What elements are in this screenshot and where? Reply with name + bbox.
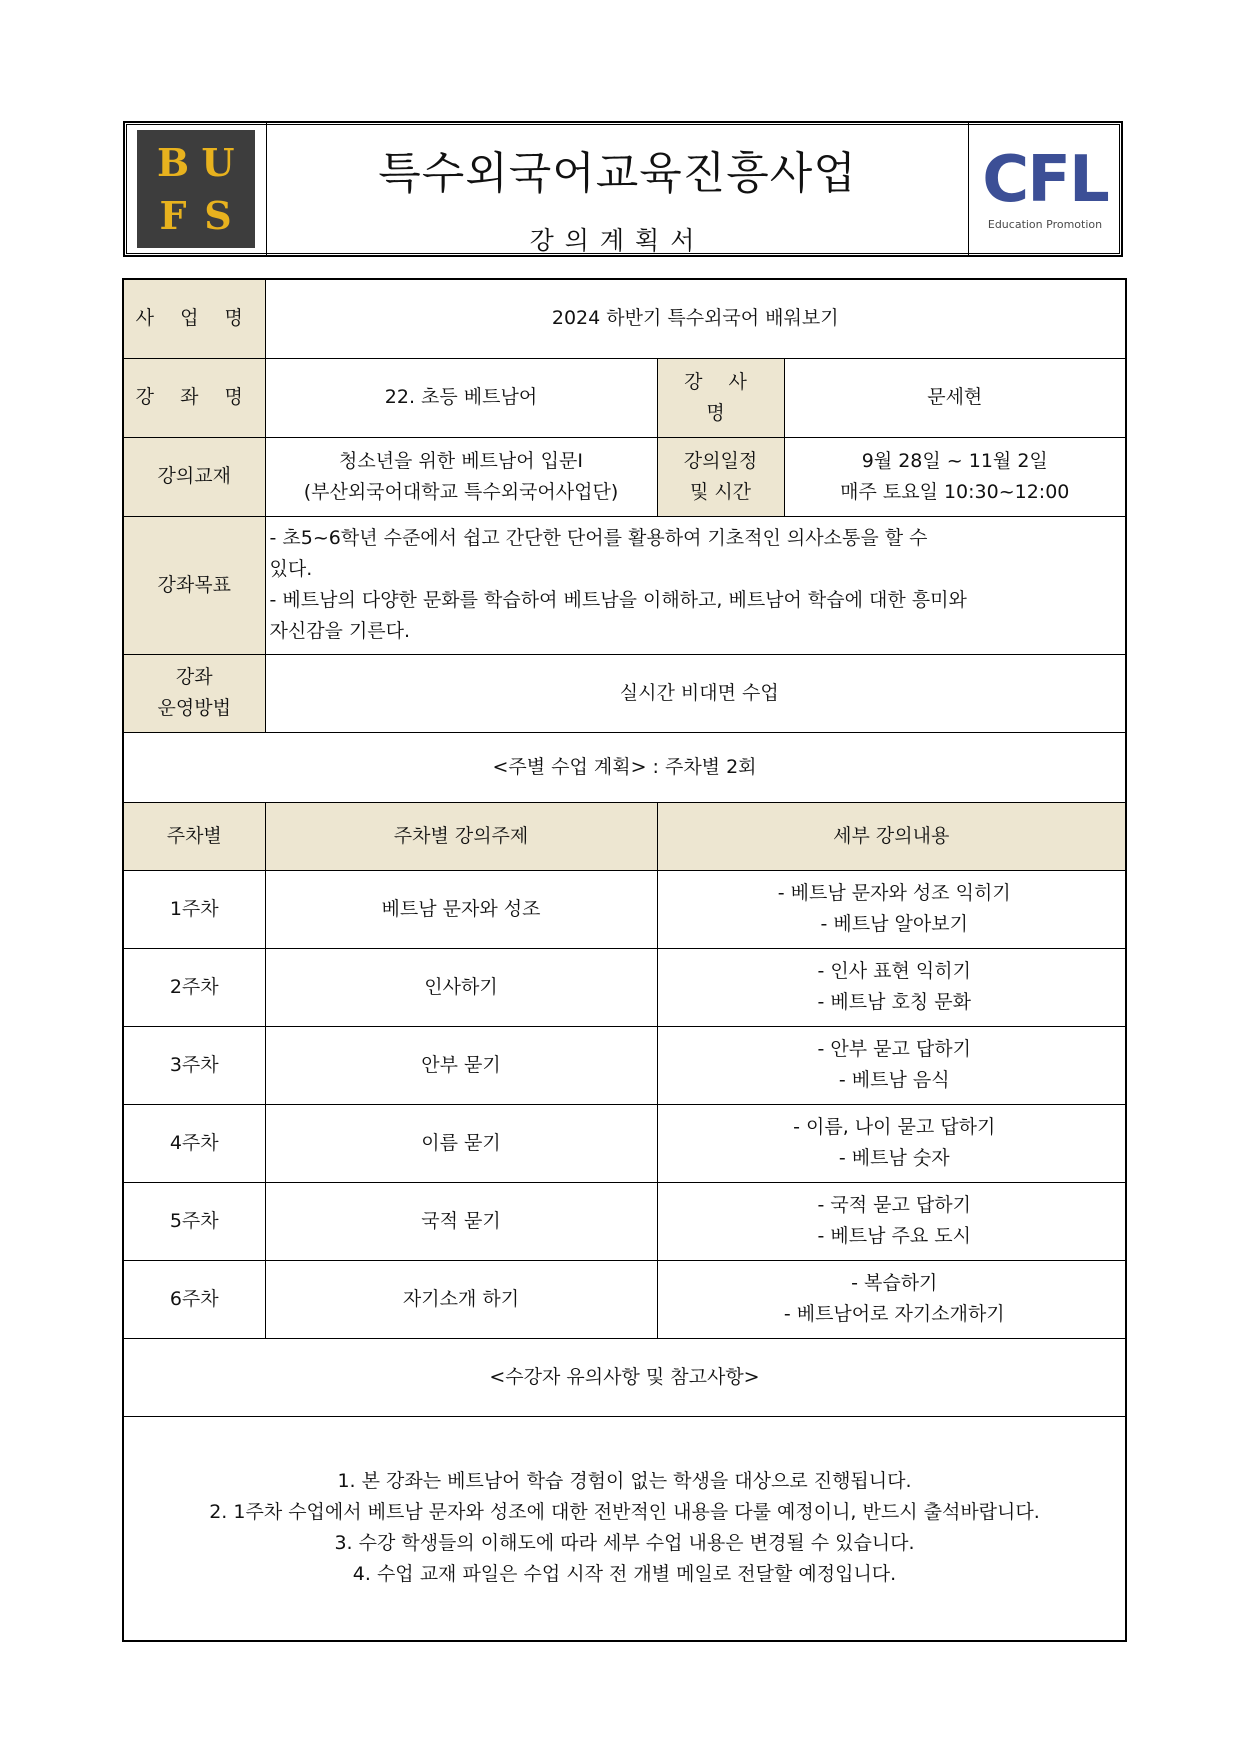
schedule-value	[784, 437, 1126, 516]
project-label: 사 업 명	[123, 279, 265, 358]
week-cell: 1주차	[123, 870, 265, 948]
table-row	[123, 1026, 1126, 1104]
document-header	[123, 121, 1123, 257]
detail-line: - 베트남 음식	[838, 1069, 950, 1091]
detail-line: - 이름, 나이 묻고 답하기	[793, 1116, 996, 1138]
detail-line: - 베트남 호칭 문화	[817, 991, 971, 1013]
notice-title-row	[123, 1338, 1126, 1416]
goal-line: - 초5~6학년 수준에서 쉽고 간단한 단어를 활용하여 기초적인 의사소통을 할 수	[269, 527, 928, 549]
schedule-label	[657, 437, 784, 516]
topic-cell: 자기소개 하기	[265, 1260, 657, 1338]
detail-line: - 안부 묻고 답하기	[817, 1038, 971, 1060]
notice-item: 3. 수강 학생들의 이해도에 따라 세부 수업 내용은 변경될 수 있습니다.	[334, 1532, 915, 1555]
weekly-section-title: <주별 수업 계획> : 주차별 2회	[123, 732, 1126, 802]
bufs-logo	[137, 130, 255, 248]
col-week-header: 주차별	[123, 802, 265, 870]
notice-item: 2. 1주차 수업에서 베트남 문자와 성조에 대한 전반적인 내용을 다룰 예정이니, 반드시 출석바랍니다.	[209, 1501, 1040, 1524]
table-row	[123, 1104, 1126, 1182]
col-topic-header: 주차별 강의주제	[265, 802, 657, 870]
topic-cell: 인사하기	[265, 948, 657, 1026]
method-value: 실시간 비대면 수업	[265, 654, 1126, 732]
detail-line: - 인사 표현 익히기	[817, 960, 971, 982]
topic-cell: 이름 묻기	[265, 1104, 657, 1182]
bufs-logo-letter: B	[156, 139, 190, 185]
page-title: 특수외국어교육진흥사업	[378, 148, 857, 199]
course-row	[123, 358, 1126, 437]
course-label: 강 좌 명	[123, 358, 265, 437]
method-label-line: 운영방법	[157, 697, 231, 719]
goal-row	[123, 516, 1126, 654]
bufs-logo-letter: F	[159, 192, 187, 238]
goal-label: 강좌목표	[123, 516, 265, 654]
detail-cell	[657, 1182, 1126, 1260]
detail-cell	[657, 1104, 1126, 1182]
goal-line: 자신감을 기른다.	[269, 620, 411, 642]
detail-cell	[657, 870, 1126, 948]
page-subtitle: 강의계획서	[529, 226, 706, 255]
method-row	[123, 654, 1126, 732]
detail-cell	[657, 1260, 1126, 1338]
table-row	[123, 1260, 1126, 1338]
table-row	[123, 1182, 1126, 1260]
course-value: 22. 초등 베트남어	[265, 358, 657, 437]
notice-list	[123, 1416, 1126, 1641]
detail-line: - 베트남 주요 도시	[817, 1225, 971, 1247]
detail-cell	[657, 1026, 1126, 1104]
detail-line: - 베트남 알아보기	[820, 913, 968, 935]
header-title-cell	[267, 123, 968, 255]
textbook-value	[265, 437, 657, 516]
topic-cell: 안부 묻기	[265, 1026, 657, 1104]
detail-line: - 베트남 숫자	[838, 1147, 950, 1169]
bufs-logo-letter: S	[204, 192, 232, 238]
bufs-logo-cell	[125, 123, 267, 255]
cfl-logo: CFL	[982, 142, 1108, 217]
goal-value	[265, 516, 1126, 654]
table-row	[123, 870, 1126, 948]
schedule-label-line: 강의일정	[683, 449, 758, 472]
week-cell: 4주차	[123, 1104, 265, 1182]
detail-line: - 국적 묻고 답하기	[817, 1194, 971, 1216]
topic-cell: 국적 묻기	[265, 1182, 657, 1260]
table-row	[123, 948, 1126, 1026]
textbook-line: (부산외국어대학교 특수외국어사업단)	[303, 480, 619, 503]
weekly-header-row	[123, 802, 1126, 870]
detail-line: - 베트남어로 자기소개하기	[783, 1303, 1005, 1325]
week-cell: 3주차	[123, 1026, 265, 1104]
schedule-line: 9월 28일 ~ 11월 2일	[861, 449, 1048, 472]
lecture-plan-table	[122, 278, 1127, 1642]
cfl-logo-cell	[968, 123, 1121, 255]
week-cell: 2주차	[123, 948, 265, 1026]
week-cell: 5주차	[123, 1182, 265, 1260]
goal-line: - 베트남의 다양한 문화를 학습하여 베트남을 이해하고, 베트남어 학습에 대한 흥미와	[269, 589, 967, 611]
textbook-label: 강의교재	[123, 437, 265, 516]
detail-line: - 복습하기	[851, 1272, 938, 1294]
project-value: 2024 하반기 특수외국어 배워보기	[265, 279, 1126, 358]
textbook-line: 청소년을 위한 베트남어 입문I	[339, 449, 583, 472]
notice-item: 4. 수업 교재 파일은 수업 시작 전 개별 메일로 전달할 예정입니다.	[352, 1563, 897, 1586]
instructor-value: 문세현	[784, 358, 1126, 437]
bufs-logo-letter: U	[201, 139, 235, 185]
cfl-logo-caption: Education Promotion	[987, 217, 1103, 231]
goal-line: 있다.	[269, 558, 313, 580]
schedule-label-line: 및 시간	[689, 480, 752, 503]
weekly-title-row	[123, 732, 1126, 802]
method-label-line: 강좌	[175, 666, 213, 688]
col-detail-header: 세부 강의내용	[657, 802, 1126, 870]
notice-section-title: <수강자 유의사항 및 참고사항>	[123, 1338, 1126, 1416]
instructor-label: 강 사 명	[657, 358, 784, 437]
detail-cell	[657, 948, 1126, 1026]
topic-cell: 베트남 문자와 성조	[265, 870, 657, 948]
method-label	[123, 654, 265, 732]
project-row	[123, 279, 1126, 358]
notice-item: 1. 본 강좌는 베트남어 학습 경험이 없는 학생을 대상으로 진행됩니다.	[337, 1470, 912, 1493]
week-cell: 6주차	[123, 1260, 265, 1338]
detail-line: - 베트남 문자와 성조 익히기	[777, 882, 1011, 904]
textbook-row	[123, 437, 1126, 516]
notice-row	[123, 1416, 1126, 1641]
schedule-line: 매주 토요일 10:30~12:00	[840, 480, 1070, 503]
